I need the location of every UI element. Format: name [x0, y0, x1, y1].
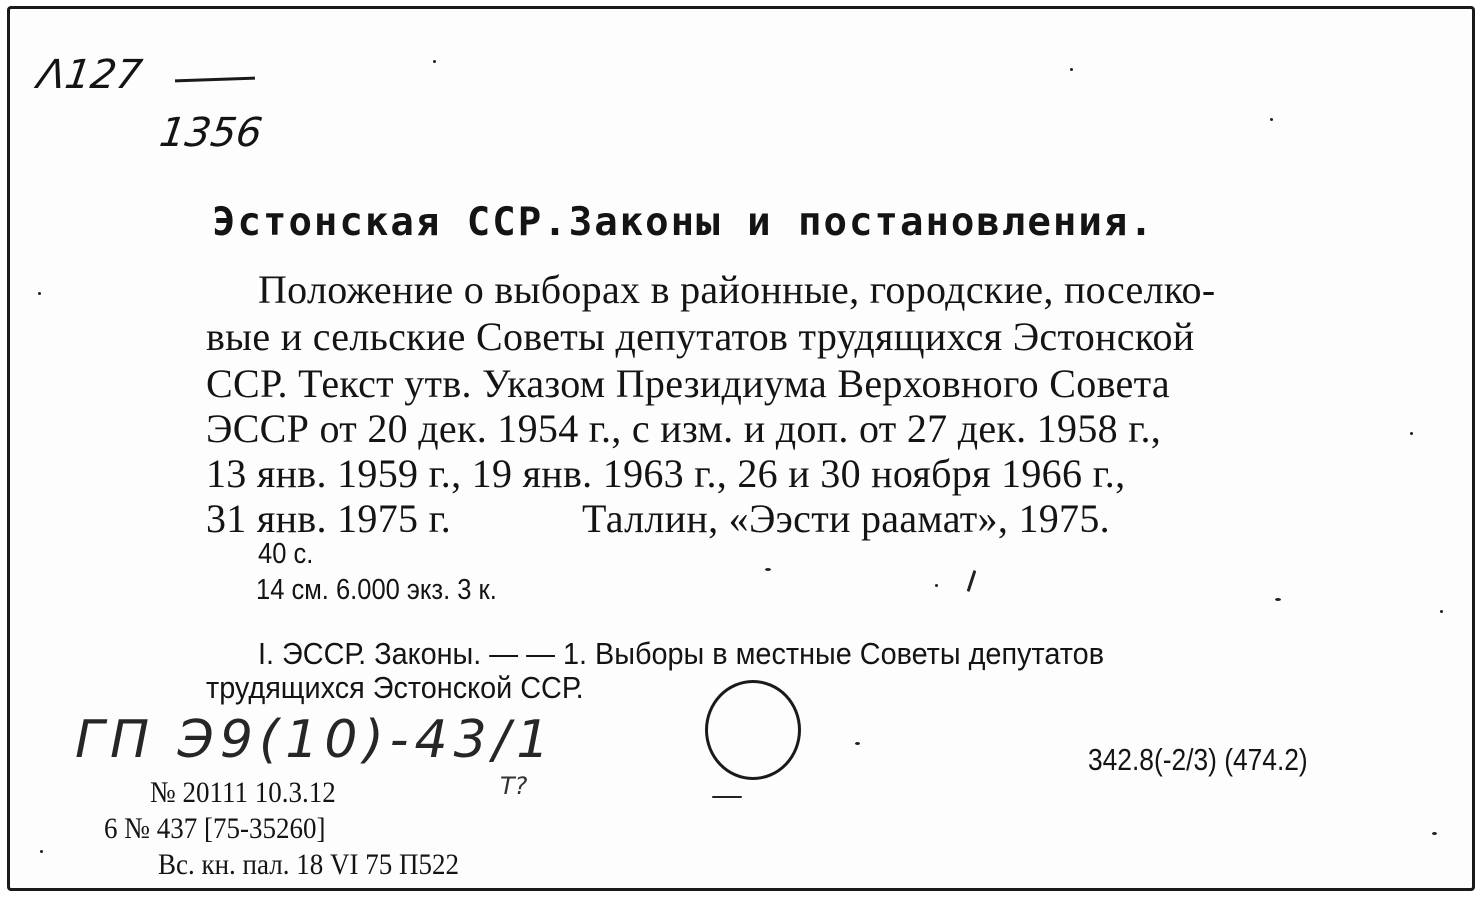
description-date: 31 янв. 1975 г.: [206, 496, 452, 541]
scan-speck: [1275, 598, 1281, 601]
scan-speck: [1440, 610, 1443, 613]
description-line-1: Положение о выборах в районные, городские, поселко-: [258, 267, 1216, 312]
card-heading: Эстонская ССР.Законы и постановления.: [212, 200, 1155, 245]
handwritten-class-code: ГП Э9(10)-43/1: [75, 710, 556, 770]
scan-speck: [1270, 118, 1273, 121]
scan-speck: [935, 584, 938, 587]
scan-speck: [433, 60, 436, 63]
scan-speck: [40, 850, 43, 853]
handwritten-call-number: Λ127: [34, 52, 145, 98]
scan-speck: [38, 292, 41, 295]
book-chamber-record: Вс. кн. пал. 18 VI 75 П522: [158, 848, 459, 881]
handwritten-small-mark: Т?: [500, 772, 528, 800]
print-order-number: № 20111 10.3.12: [150, 776, 336, 809]
description-line-3: ССР. Текст утв. Указом Президиума Верховного Совета: [206, 361, 1170, 406]
classification-index: 342.8(-2/3) (474.2): [1088, 742, 1308, 777]
scan-speck: [1070, 68, 1073, 71]
handwritten-call-number-sub: 1356: [156, 110, 266, 156]
print-batch-number: 6 № 437 [75-35260]: [104, 812, 326, 845]
scan-speck: [855, 742, 860, 745]
description-line-5: 13 янв. 1959 г., 19 янв. 1963 г., 26 и 30 ноября 1966 г.,: [206, 451, 1126, 496]
scan-mark: [712, 796, 742, 798]
scan-speck: [765, 568, 771, 571]
description-imprint: Таллин, «Ээсти раамат», 1975.: [582, 496, 1110, 541]
subject-headings-line-2: трудящихся Эстонской ССР.: [206, 670, 584, 705]
description-line-4: ЭССР от 20 дек. 1954 г., с изм. и доп. от 27 дек. 1958 г.,: [206, 406, 1162, 451]
stamp-circle: [705, 680, 801, 780]
scan-speck: [1432, 832, 1437, 835]
collation-pages: 40 с.: [258, 538, 314, 570]
scan-speck: [1410, 432, 1413, 435]
subject-headings-line-1: I. ЭССР. Законы. — — 1. Выборы в местные Советы депутатов: [258, 636, 1105, 671]
collation-size-print: 14 см. 6.000 экз. 3 к.: [256, 574, 497, 606]
description-line-2: вые и сельские Советы депутатов трудящихся Эстонской: [206, 314, 1195, 359]
